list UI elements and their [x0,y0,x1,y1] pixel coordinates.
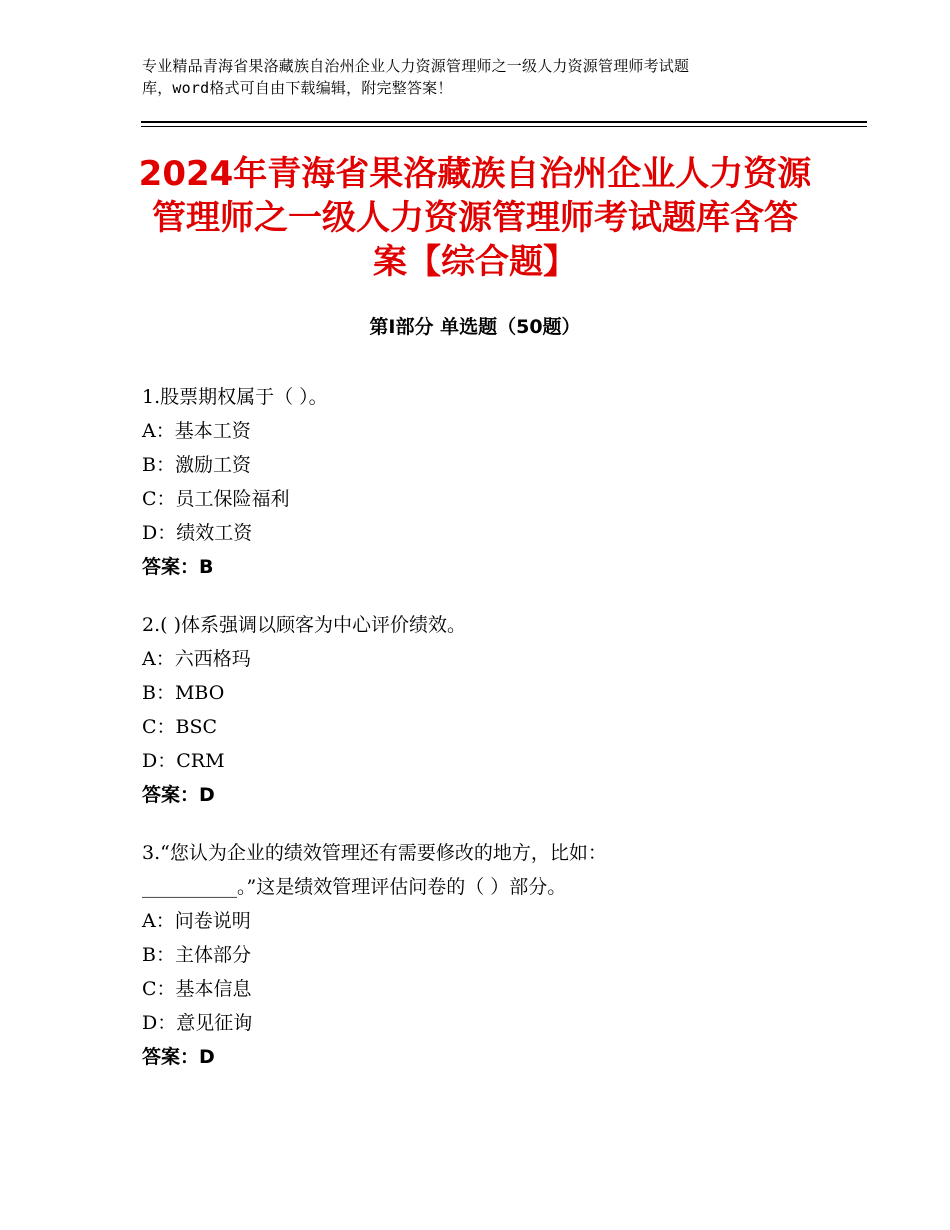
document-title-line-3: 案【综合题】 [373,242,577,282]
section-heading: 第Ⅰ部分 单选题（50题） [369,316,581,338]
option-d: D：CRM [142,750,225,772]
question-2 [142,608,842,812]
option-a: A：问卷说明 [142,910,251,932]
option-c: C：BSC [142,716,218,738]
header-note [142,55,822,99]
question-3 [142,836,842,1074]
answer-label: 答案：D [142,784,215,806]
answer-label: 答案：D [142,1046,215,1068]
question-1 [142,380,842,584]
question-stem: 2.( )体系强调以顾客为中心评价绩效。 [142,614,466,636]
option-d: D：绩效工资 [142,522,253,544]
header-divider-thick [141,121,867,123]
answer-label: 答案：B [142,556,214,578]
option-a: A：六西格玛 [142,648,251,670]
question-stem: 3.“您认为企业的绩效管理还有需要修改的地方，比如： [142,842,607,864]
question-stem: 1.股票期权属于（ ）。 [142,386,328,408]
option-b: B：激励工资 [142,454,251,476]
document-title-line-2: 管理师之一级人力资源管理师考试题库含答 [152,198,798,238]
header-divider-thin [141,126,867,127]
option-d: D：意见征询 [142,1012,253,1034]
document-title [120,152,830,284]
document-title-line-1: 2024年青海省果洛藏族自治州企业人力资源 [138,154,812,194]
question-list [142,380,842,1098]
header-note-line-2: 库，word格式可自由下载编辑，附完整答案！ [142,79,453,97]
header-note-line-1: 专业精品青海省果洛藏族自治州企业人力资源管理师之一级人力资源管理师考试题 [142,57,690,75]
option-b: B：主体部分 [142,944,251,966]
question-stem-continued: __________。”这是绩效管理评估问卷的（ ）部分。 [142,876,567,898]
option-c: C：基本信息 [142,978,252,1000]
option-b: B：MBO [142,682,225,704]
option-c: C：员工保险福利 [142,488,290,510]
option-a: A：基本工资 [142,420,251,442]
